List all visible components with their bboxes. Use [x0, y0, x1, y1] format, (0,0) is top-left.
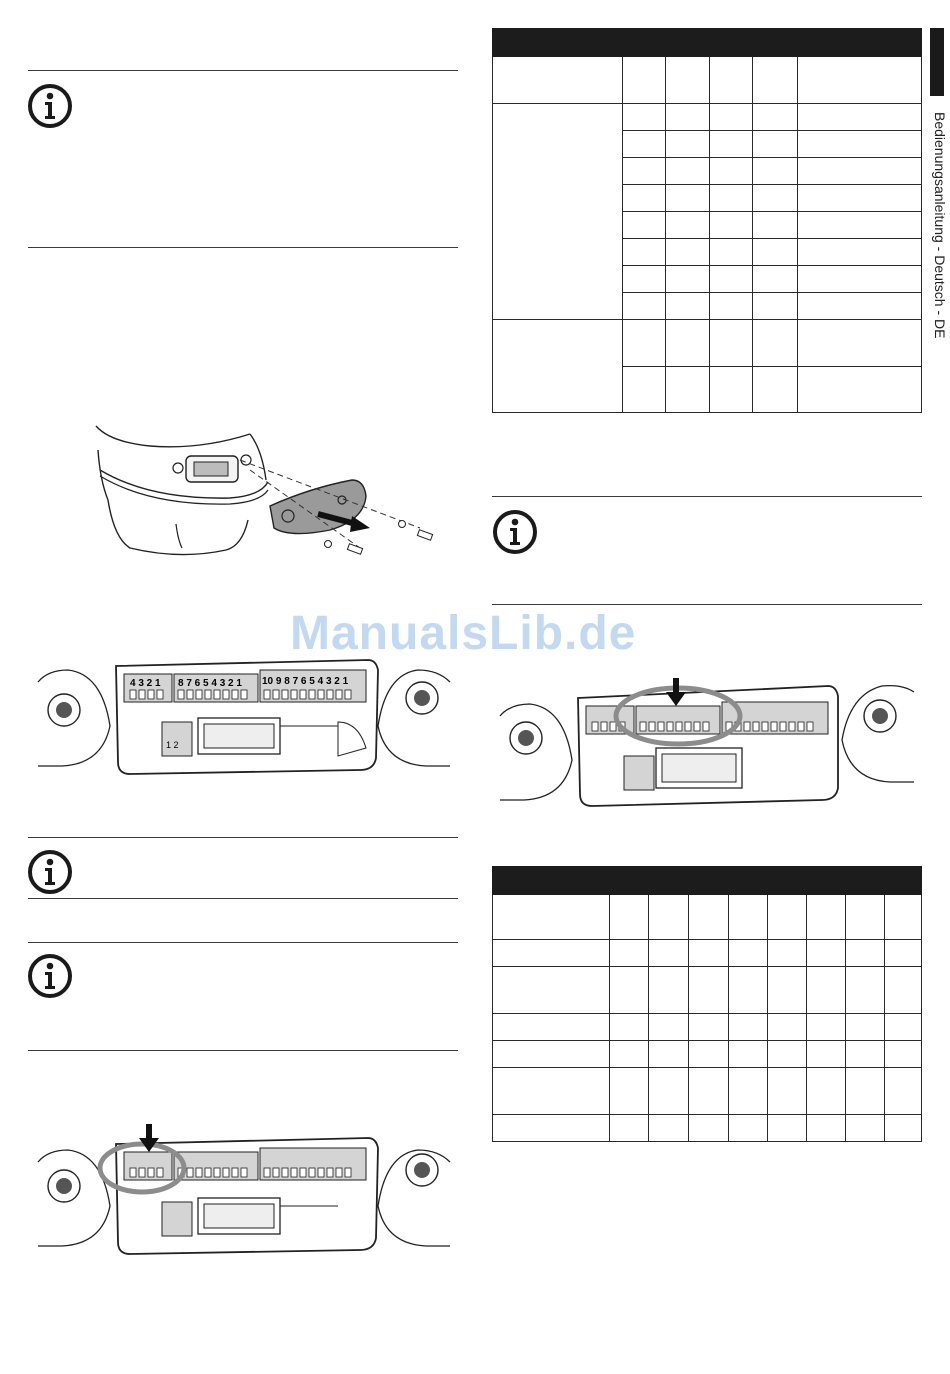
dip-board-figure-highlight-b [500, 676, 914, 816]
dip-group-c-numbers: 10 9 8 7 6 5 4 3 2 1 [262, 676, 349, 687]
section-divider [28, 70, 458, 71]
small-switch-label: 1 2 [166, 740, 179, 750]
section-divider [28, 837, 458, 838]
info-icon [27, 83, 73, 129]
info-icon [27, 849, 73, 895]
dip-group-a-numbers: 4 3 2 1 [130, 678, 161, 689]
dip-board-figure-highlight-a [38, 1122, 450, 1262]
section-divider [28, 1050, 458, 1051]
dip-group-b-numbers: 8 7 6 5 4 3 2 1 [178, 678, 242, 689]
info-icon [27, 953, 73, 999]
section-divider [492, 604, 922, 605]
section-divider [28, 898, 458, 899]
section-divider [28, 247, 458, 248]
table-1 [492, 28, 922, 413]
camera-cover-removal-figure [90, 420, 450, 570]
section-divider [28, 942, 458, 943]
section-divider [492, 496, 922, 497]
dip-board-figure [38, 652, 450, 784]
watermark: ManualsLib.de [290, 607, 637, 660]
side-label: Bedienungsanleitung - Deutsch - DE [932, 112, 948, 339]
table-2 [492, 866, 922, 1142]
chapter-marker [930, 28, 944, 96]
info-icon [492, 509, 538, 555]
